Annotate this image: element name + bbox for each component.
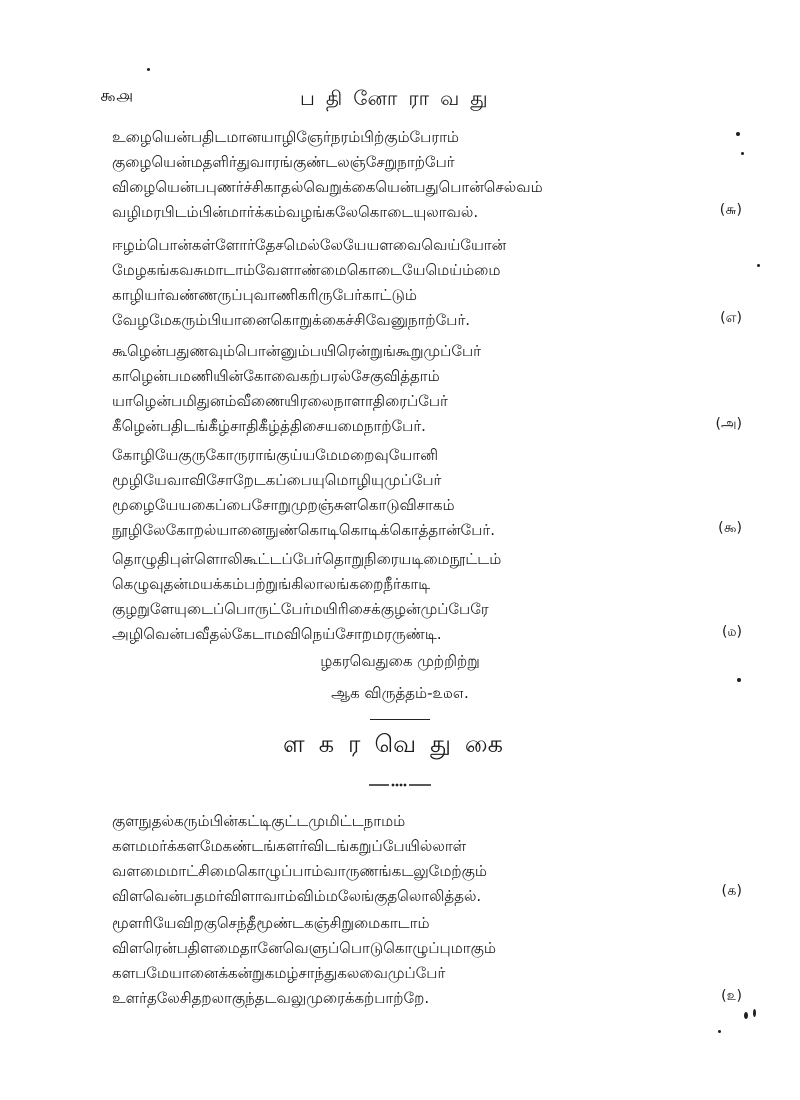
scan-speck	[753, 1009, 756, 1017]
verse-line: கீழென்பதிடங்கீழ்சாதிகீழ்த்திசையமைநாற்பேர்.	[112, 417, 426, 435]
verse-line: குழறுளேயுடைப்பொருட்பேர்மயிரிசைக்குழன்முப்பேரே	[112, 600, 489, 618]
section-title: ளகரவெதுகை	[283, 730, 517, 758]
verse-line: விளரென்பதிளமைதானேவெளுப்பொடுகொழுப்புமாகும்	[112, 939, 496, 957]
verse-line: வேழமேகரும்பியானைகொறுக்கைச்சிவேனுநாற்பேர்.	[112, 311, 471, 329]
verse-line: விழையென்பபுணர்ச்சிகாதல்வெறுக்கையென்பதுபொன்செல்வம்	[112, 178, 543, 196]
verse-line: களபமேயானைக்கன்றுகமழ்சாந்துகலவைமுப்பேர்	[112, 964, 446, 982]
verse-8	[112, 339, 762, 439]
section-end-note: ழகரவெதுகை முற்றிற்று	[320, 652, 480, 670]
verse-line: குழையென்மதளிர்துவாரங்குண்டலஞ்சேறுநாற்பேர்	[112, 153, 455, 171]
verse-line: களமமர்க்களமேகண்டங்களர்விடங்கறுப்பேயில்லாள்	[112, 837, 467, 855]
verse-line: வளமைமாட்சிமைகொழுப்பாம்வாருணங்கடலுமேற்கும்	[112, 862, 487, 880]
verse-number: (எ)	[720, 310, 742, 326]
verse-line: அழிவென்பவீதல்கேடாமவிநெய்சோறமரருண்டி.	[112, 625, 442, 643]
scan-speck	[741, 152, 744, 155]
verse-number: (அ)	[715, 416, 742, 432]
scan-speck	[737, 678, 741, 682]
verse-number: (௯)	[718, 520, 742, 536]
verse-line: மூளரியேவிறகுசெந்தீமூண்டகஞ்சிறுமைகாடாம்	[112, 914, 430, 932]
verse-10	[112, 547, 762, 647]
verse-6	[112, 125, 762, 225]
verse-line: கெழுவுதன்மயக்கம்பற்றுங்கிலாலங்கறைநீர்காடி	[112, 575, 431, 593]
verse-2	[112, 911, 762, 1011]
verse-line: குளநுதல்கரும்பின்கட்டிகுட்டமுமிட்டநாமம்	[112, 812, 406, 830]
verse-count-note: ஆக விருத்தம்-௨௰௭.	[331, 684, 469, 702]
verse-7	[112, 233, 762, 333]
verse-number: (௬)	[719, 202, 742, 218]
verse-line: உழையென்பதிடமானயாழிஞேர்நரம்பிற்கும்பேராம்	[112, 128, 459, 146]
divider-rule	[370, 719, 430, 720]
scan-speck	[744, 1012, 748, 1019]
page-number: ௯௮	[100, 86, 133, 106]
verse-line: காழியர்வண்ணருப்புவாணிகரிருபேர்காட்டும்	[112, 286, 417, 304]
verse-line: விளவென்பதமர்விளாவாம்விம்மலேங்குதலொலித்தல்.	[112, 887, 482, 905]
ornament-divider	[369, 782, 431, 788]
scan-speck	[718, 1030, 721, 1033]
verse-line: கூழென்பதுணவும்பொன்னும்பயிரென்றுங்கூறுமுப்பேர்	[112, 342, 481, 360]
verse-line: யாழென்பமிதுனம்வீணையிரலைநாளாதிரைப்பேர்	[112, 392, 448, 410]
verse-number: (௰)	[722, 624, 742, 640]
running-head	[0, 86, 800, 116]
verse-line: உளர்தலேசிதறலாகுந்தடவலுமுரைக்கற்பாற்றே.	[112, 989, 430, 1007]
verse-line: மேழகங்கவசுமாடாம்வேளாண்மைகொடையேமெய்ம்மை	[112, 261, 501, 279]
scan-speck	[147, 68, 150, 71]
running-title: பதினோராவது	[300, 86, 499, 110]
verse-number: (௧)	[721, 883, 742, 899]
verse-line: மூழையேயகைப்பைசோறுமுறஞ்சுளகொடுவிசாகம்	[112, 496, 455, 514]
scan-speck	[736, 132, 740, 136]
verse-9	[112, 443, 762, 543]
verse-line: வழிமரபிடம்பின்மார்க்கம்வழங்கலேகொடையுலாவல்.	[112, 203, 479, 221]
verse-line: காழென்பமணியின்கோவைகற்பரல்சேகுவித்தாம்	[112, 367, 440, 385]
verse-line: ஈழம்பொன்கள்ளோர்தேசமெல்லேயேயளவைவெய்யோன்	[112, 236, 507, 254]
scan-speck	[757, 264, 760, 267]
verse-line: நூழிலேகோறல்யானைநுண்கொடிகொடிக்கொத்தான்பேர்.	[112, 521, 495, 539]
verse-line: தொழுதிபுள்ளொலிகூட்டப்பேர்தொறுநிரையடிமைநூட்டம்	[112, 550, 502, 568]
verse-1	[112, 809, 762, 909]
verse-line: கோழியேகுருகோருராங்குய்யமேமறைவுயோனி	[112, 446, 439, 464]
verse-line: மூழியேவாவிசோறேடகப்பையுமொழியுமுப்பேர்	[112, 471, 442, 489]
verse-number: (௨)	[721, 988, 742, 1004]
